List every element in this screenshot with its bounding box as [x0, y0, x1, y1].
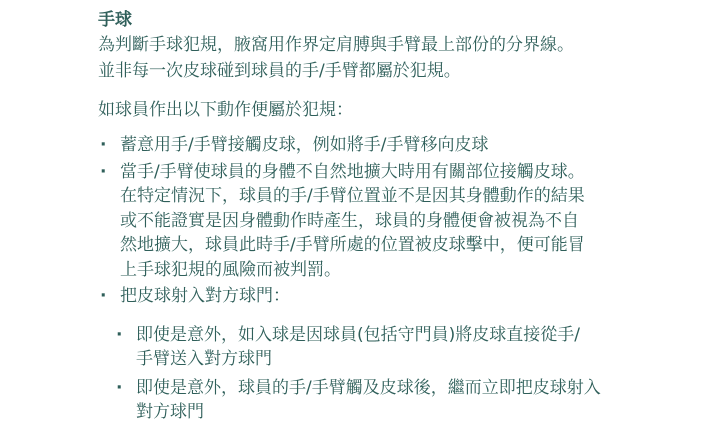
list-item-line: 上手球犯規的風險而被判罰。: [120, 259, 341, 280]
bullet-icon: ·: [100, 161, 107, 182]
section-heading: 手球: [98, 10, 132, 30]
list-item-line: 蓄意用手/手臂接觸皮球，例如將手/手臂移向皮球: [120, 135, 489, 155]
list-item-line: 把皮球射入對方球門：: [120, 286, 290, 306]
bullet-icon: ·: [100, 286, 107, 306]
sub-list-item-line: 手臂送入對方球門: [136, 349, 272, 369]
document-body: [98, 8, 698, 429]
list-item-line: 然地擴大，球員此時手/手臂所處的位置被皮球擊中，便可能冒: [120, 235, 585, 255]
bullet-icon: ·: [116, 377, 123, 398]
intro-paragraph: [98, 32, 698, 84]
list-item: [98, 284, 698, 309]
sub-list-item-line: 對方球門: [136, 402, 204, 422]
bullet-icon: ·: [100, 135, 107, 155]
bullet-icon: ·: [116, 324, 123, 345]
intro-line: 為判斷手球犯規，腋窩用作界定肩膊與手臂最上部份的分界線。: [98, 35, 574, 55]
sub-list-item: [98, 323, 698, 372]
intro-line: 並非每一次皮球碰到球員的手/手臂都屬於犯規。: [98, 61, 461, 81]
list-item-line: 在特定情況下，球員的手/手臂位置並不是因其身體動作的結果: [120, 186, 585, 206]
goal-sub-list: [98, 323, 698, 425]
list-item: [98, 133, 698, 158]
list-item-line: 或不能證實是因身體動作時產生，球員的身體便會被視為不自: [120, 210, 579, 231]
sub-list-item-line: 即使是意外，球員的手/手臂觸及皮球後，繼而立即把皮球射入: [136, 377, 601, 398]
sub-list-item: [98, 376, 698, 425]
list-item: [98, 160, 698, 283]
lead-paragraph: 如球員作出以下動作便屬於犯規：: [98, 100, 353, 120]
list-item-line: 當手/手臂使球員的身體不自然地擴大時用有關部位接觸皮球。: [120, 161, 585, 182]
offence-list: [98, 133, 698, 309]
sub-list-item-line: 即使是意外，如入球是因球員(包括守門員)將皮球直接從手/: [136, 324, 580, 345]
